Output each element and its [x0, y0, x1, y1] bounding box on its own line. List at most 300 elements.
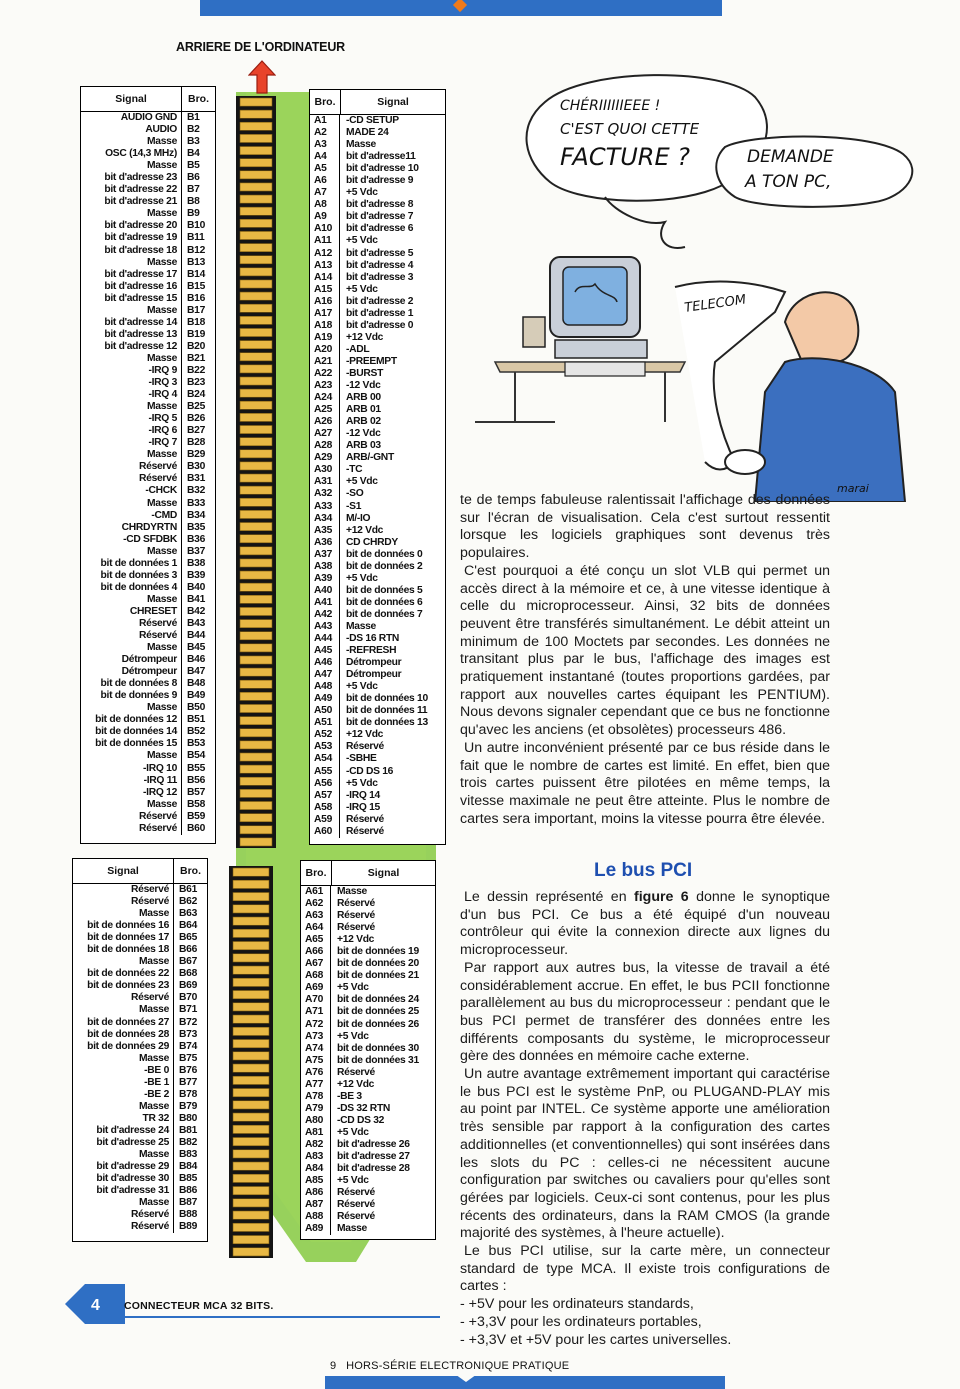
pin-row	[310, 525, 445, 537]
pin-row	[81, 365, 215, 377]
signal-cell: Réservé	[139, 461, 177, 473]
signal-cell: Réservé	[139, 630, 177, 642]
pin-cell: B60	[181, 823, 215, 835]
pin-cell: B14	[181, 269, 215, 281]
pin-cell: A26	[310, 416, 340, 428]
list-item: - +3,3V et +5V pour les cartes universelles.	[460, 1331, 732, 1348]
signal-cell: bit de données 31	[337, 1054, 419, 1066]
connector-contact	[233, 1125, 269, 1133]
connector-contact	[240, 401, 272, 409]
connector-contact	[233, 1199, 269, 1207]
pin-row	[81, 485, 215, 497]
pin-cell: B20	[181, 341, 215, 353]
pin-cell: B38	[181, 558, 215, 570]
signal-cell: Réservé	[337, 1211, 375, 1223]
signal-cell: -IRQ 5	[148, 413, 177, 425]
pin-cell: B17	[181, 305, 215, 317]
pin-row	[73, 1209, 207, 1221]
connector-contact	[240, 777, 272, 785]
connector-contact	[240, 389, 272, 397]
pin-row	[81, 473, 215, 485]
signal-cell: Masse	[147, 256, 177, 268]
connector-contact	[233, 1015, 269, 1023]
pin-row	[301, 1187, 435, 1199]
pin-row	[301, 970, 435, 982]
connector-contact	[240, 644, 272, 652]
pin-cell: B70	[173, 992, 207, 1004]
pin-cell: A7	[310, 187, 340, 199]
signal-cell: bit d'adresse 3	[346, 271, 414, 283]
caption-rule	[80, 1316, 440, 1318]
pin-row	[310, 187, 445, 199]
table-a-lower	[300, 860, 436, 1240]
pin-cell: A82	[301, 1139, 331, 1151]
signal-cell: Masse	[147, 160, 177, 172]
pin-cell: A73	[301, 1031, 331, 1043]
pin-cell: B26	[181, 413, 215, 425]
article-paragraph: te de temps fabuleuse ralentissait l'affichage des données sur l'écran de visualisation. Cela c'est surtout ressentit lorsque les logiciels graphiques sont devenus très populaires.	[460, 492, 830, 562]
page-number-badge	[65, 1284, 125, 1324]
pin-row	[81, 775, 215, 787]
pin-cell: A50	[310, 705, 340, 717]
signal-cell: bit d'adresse 1	[346, 307, 414, 319]
signal-cell: -12 Vdc	[346, 380, 381, 392]
pin-row	[73, 1173, 207, 1185]
pin-row	[310, 175, 445, 187]
section-paragraph: Par rapport aux autres bus, la vitesse de travail a été considérablement accrue. En effet, le bus PCII fonctionne parallèlement au bus du microprocesseur : pendant que le bus PCI permet de transférer des données entre les différents composants du système, le microprocesseur gère des données en mémoire cache externe.	[460, 959, 830, 1065]
signal-cell: Masse	[147, 401, 177, 413]
signal-cell: Réservé	[131, 992, 169, 1004]
pin-cell: B5	[181, 160, 215, 172]
pin-cell: A54	[310, 753, 340, 765]
bubble2-line1: DEMANDE	[747, 147, 834, 167]
pin-cell: B27	[181, 425, 215, 437]
pin-row	[81, 401, 215, 413]
pin-row	[310, 814, 445, 826]
signal-cell: -PREEMPT	[346, 355, 397, 367]
signal-cell: +5 Vdc	[346, 283, 378, 295]
pin-row	[81, 558, 215, 570]
signal-cell: CHRDYRTN	[121, 521, 177, 533]
pin-row	[81, 184, 215, 196]
pin-cell: A77	[301, 1079, 331, 1091]
pin-row	[81, 738, 215, 750]
signal-cell: bit d'adresse 20	[104, 220, 177, 232]
pin-row	[310, 404, 445, 416]
pin-row	[310, 139, 445, 151]
signal-cell: -IRQ 10	[143, 762, 177, 774]
pin-row	[301, 886, 435, 898]
connector-contact	[240, 571, 272, 579]
signal-cell: Réservé	[346, 813, 384, 825]
pin-row	[310, 802, 445, 814]
pin-cell: B68	[173, 968, 207, 980]
pin-row	[81, 136, 215, 148]
pin-cell: A5	[310, 163, 340, 175]
signal-cell: +5 Vdc	[346, 187, 378, 199]
pin-row	[81, 582, 215, 594]
signal-cell: Masse	[139, 1197, 169, 1209]
bubble1-line1: CHÉRIIIIIIEEE !	[560, 98, 661, 114]
signal-cell: -BE 2	[144, 1088, 169, 1100]
pin-row	[73, 1221, 207, 1233]
pin-cell: A16	[310, 296, 340, 308]
pin-row	[81, 714, 215, 726]
pin-row	[81, 172, 215, 184]
pin-cell: B41	[181, 594, 215, 606]
pin-cell: A76	[301, 1067, 331, 1079]
connector-contact	[240, 450, 272, 458]
pin-row	[73, 1185, 207, 1197]
connector-contact	[240, 474, 272, 482]
pin-cell: A69	[301, 982, 331, 994]
pin-cell: A20	[310, 344, 340, 356]
pin-cell: B21	[181, 353, 215, 365]
list-item: - +3,3V pour les ordinateurs portables,	[460, 1313, 702, 1330]
pin-row	[73, 980, 207, 992]
pin-cell: A4	[310, 151, 340, 163]
signal-cell: Masse	[139, 956, 169, 968]
pin-row	[73, 944, 207, 956]
connector-contact	[240, 814, 272, 822]
pin-cell: B30	[181, 461, 215, 473]
pin-cell: B18	[181, 317, 215, 329]
signal-cell: bit de données 13	[346, 717, 428, 729]
pin-cell: B25	[181, 401, 215, 413]
signal-cell: bit d'adresse 22	[104, 184, 177, 196]
signal-cell: bit de données 7	[346, 608, 423, 620]
connector-contact	[240, 413, 272, 421]
connector-contact	[240, 838, 272, 846]
pin-cell: B74	[173, 1041, 207, 1053]
pin-row	[301, 1175, 435, 1187]
pin-row	[301, 946, 435, 958]
pin-cell: B52	[181, 726, 215, 738]
pin-row	[310, 790, 445, 802]
pin-cell: A51	[310, 717, 340, 729]
signal-cell: Masse	[147, 449, 177, 461]
connector-contact	[233, 917, 269, 925]
pin-cell: B24	[181, 389, 215, 401]
pin-row	[310, 488, 445, 500]
signal-cell: bit de données 6	[346, 596, 423, 608]
signal-cell: bit d'adresse 4	[346, 259, 414, 271]
signal-cell: bit de données 9	[100, 690, 177, 702]
signal-cell: +5 Vdc	[337, 1030, 369, 1042]
signal-cell: bit d'adresse 17	[104, 268, 177, 280]
pin-row	[81, 510, 215, 522]
connector-contact	[240, 304, 272, 312]
connector-contact	[240, 680, 272, 688]
pin-row	[310, 356, 445, 368]
pin-cell: A58	[310, 802, 340, 814]
signal-cell: CD CHRDY	[346, 536, 398, 548]
pin-cell: B65	[173, 932, 207, 944]
page-number: 4	[91, 1297, 100, 1314]
connector-contact	[233, 893, 269, 901]
signal-cell: -IRQ 3	[148, 377, 177, 389]
pin-cell: B22	[181, 365, 215, 377]
pin-row	[81, 690, 215, 702]
pin-cell: A33	[310, 501, 340, 513]
pin-row	[310, 248, 445, 260]
pin-cell: B58	[181, 799, 215, 811]
signal-cell: Masse	[139, 1052, 169, 1064]
pin-cell: A88	[301, 1211, 331, 1223]
pin-row	[81, 594, 215, 606]
signal-cell: Réservé	[346, 741, 384, 753]
pin-row	[310, 320, 445, 332]
table-a-upper	[309, 89, 446, 845]
pin-row	[310, 115, 445, 127]
col-header-signal: Signal	[367, 867, 400, 879]
connector-contact	[233, 1052, 269, 1060]
pin-cell: A45	[310, 645, 340, 657]
pin-cell: B50	[181, 702, 215, 714]
section-paragraph	[460, 889, 830, 960]
pin-row	[310, 561, 445, 573]
pin-row	[81, 281, 215, 293]
connector-contact	[233, 1162, 269, 1170]
pin-cell: B80	[173, 1113, 207, 1125]
pin-cell: B49	[181, 690, 215, 702]
connector-contact	[240, 704, 272, 712]
pin-row	[81, 257, 215, 269]
signal-cell: -ADL	[346, 343, 370, 355]
pin-row	[73, 1053, 207, 1065]
pin-cell: B37	[181, 546, 215, 558]
pin-row	[310, 753, 445, 765]
connector-contact	[240, 207, 272, 215]
pin-cell: A24	[310, 392, 340, 404]
pin-row	[73, 920, 207, 932]
connector-contact	[240, 559, 272, 567]
signal-cell: bit de données 22	[87, 968, 169, 980]
pin-cell: B1	[181, 112, 215, 124]
pin-row	[73, 1004, 207, 1016]
signal-cell: bit de données 19	[337, 946, 419, 958]
pin-cell: B10	[181, 220, 215, 232]
connector-contact	[240, 510, 272, 518]
pin-cell: A40	[310, 585, 340, 597]
signal-cell: Masse	[147, 136, 177, 148]
col-header-pin: Bro.	[181, 87, 215, 111]
article-paragraph: C'est pourquoi a été conçu un slot VLB qui permet un accès direct à la mémoire et ce, à une vitesse identique à celle du microprocesseur. Ainsi, 32 bits de données peuvent être transférés simultanément. Le débit atteint un minimum de 100 Moctets par secondes. Les données ne transitant plus par le bus, l'affichage des images est pratiquement instantané (toutes proportions gardées, par rapport aux nouvelles cartes équipant les PENTIUM). Nous devons signaler cependant que ce bus ne fonctionne qu'avec les anciens (et obsolètes) processeurs 486.	[460, 562, 830, 739]
signal-cell: bit de données 11	[346, 705, 428, 717]
pin-cell: B53	[181, 738, 215, 750]
pin-row	[310, 717, 445, 729]
signal-cell: Masse	[147, 750, 177, 762]
pin-row	[310, 416, 445, 428]
signal-cell: -IRQ 12	[143, 786, 177, 798]
pin-row	[301, 958, 435, 970]
signal-cell: MADE 24	[346, 127, 389, 139]
pin-row	[310, 657, 445, 669]
signal-cell: bit de données 8	[100, 678, 177, 690]
connector-strip-lower	[229, 866, 273, 1258]
pin-cell: B67	[173, 956, 207, 968]
signal-cell: bit de données 30	[337, 1042, 419, 1054]
pin-cell: B2	[181, 124, 215, 136]
signal-cell: Masse	[337, 1223, 367, 1235]
pin-row	[310, 741, 445, 753]
pin-cell: A39	[310, 573, 340, 585]
pin-row	[310, 633, 445, 645]
pin-row	[81, 799, 215, 811]
pin-cell: A70	[301, 994, 331, 1006]
pin-cell: A78	[301, 1091, 331, 1103]
pin-row	[301, 1006, 435, 1018]
cartoon-illustration	[455, 62, 925, 502]
pin-cell: B66	[173, 944, 207, 956]
connector-contact	[240, 668, 272, 676]
pin-cell: A63	[301, 910, 331, 922]
pin-cell: B44	[181, 630, 215, 642]
connector-contact	[240, 607, 272, 615]
pin-row	[301, 1115, 435, 1127]
signal-cell: -TC	[346, 464, 363, 476]
signal-cell: bit de données 18	[87, 944, 169, 956]
signal-cell: AUDIO	[145, 124, 177, 136]
pin-cell: A64	[301, 922, 331, 934]
signal-cell: bit d'adresse 18	[104, 244, 177, 256]
pin-row	[81, 317, 215, 329]
pin-row	[81, 522, 215, 534]
bubble2-line2: A TON PC,	[745, 172, 832, 192]
signal-cell: bit d'adresse 27	[337, 1151, 410, 1163]
signal-cell: AUDIO GND	[120, 112, 177, 123]
connector-contact	[233, 1089, 269, 1097]
connector-contact	[240, 122, 272, 130]
pin-row	[310, 693, 445, 705]
connector-contact	[240, 219, 272, 227]
pin-row	[81, 823, 215, 835]
pin-row	[301, 898, 435, 910]
pin-row	[81, 449, 215, 461]
pin-cell: A47	[310, 669, 340, 681]
pin-row	[310, 501, 445, 513]
table-b-upper	[80, 86, 216, 844]
pin-row	[81, 124, 215, 136]
connector-contact	[240, 789, 272, 797]
connector-contact	[233, 1113, 269, 1121]
signal-cell: Masse	[147, 304, 177, 316]
pin-cell: B73	[173, 1029, 207, 1041]
signal-cell: bit de données 23	[87, 980, 169, 992]
pin-row	[301, 1031, 435, 1043]
col-header-signal: Signal	[377, 96, 409, 108]
signal-cell: +12 Vdc	[337, 934, 375, 946]
connector-contact	[240, 753, 272, 761]
connector-contact	[240, 147, 272, 155]
signal-cell: -REFRESH	[346, 645, 397, 657]
pin-cell: B28	[181, 437, 215, 449]
pin-row	[310, 452, 445, 464]
pin-cell: B81	[173, 1125, 207, 1137]
pin-cell: A25	[310, 404, 340, 416]
pin-row	[310, 766, 445, 778]
pin-row	[81, 811, 215, 823]
pin-row	[301, 1079, 435, 1091]
signal-cell: +5 Vdc	[346, 681, 378, 693]
pin-row	[310, 235, 445, 247]
pin-row	[81, 702, 215, 714]
connector-contact	[240, 438, 272, 446]
signal-cell: Masse	[147, 352, 177, 364]
signal-cell: -12 Vdc	[346, 428, 381, 440]
pin-row	[81, 353, 215, 365]
signal-cell: +12 Vdc	[337, 1078, 375, 1090]
pin-row	[81, 160, 215, 172]
pin-row	[310, 826, 445, 838]
pin-cell: A86	[301, 1187, 331, 1199]
pin-cell: A49	[310, 693, 340, 705]
signal-cell: +12 Vdc	[346, 729, 384, 741]
col-header-pin: Bro.	[301, 861, 332, 885]
signal-cell: Masse	[147, 593, 177, 605]
pin-row	[81, 425, 215, 437]
footer-text	[330, 1360, 569, 1372]
signal-cell: +5 Vdc	[346, 572, 378, 584]
pin-row	[310, 549, 445, 561]
signal-cell: bit d'adresse 6	[346, 223, 414, 235]
pin-cell: A30	[310, 464, 340, 476]
connector-contact	[233, 868, 269, 876]
connector-contact	[240, 134, 272, 142]
pin-cell: A60	[310, 826, 340, 838]
signal-cell: Détrompeur	[346, 669, 402, 681]
connector-contact	[233, 1027, 269, 1035]
connector-contact	[233, 1138, 269, 1146]
pin-row	[81, 642, 215, 654]
pin-row	[310, 272, 445, 284]
signal-cell: Réservé	[346, 825, 384, 837]
signal-cell: -BURST	[346, 367, 384, 379]
connector-contact	[240, 523, 272, 531]
pin-cell: B6	[181, 172, 215, 184]
signal-cell: Réservé	[139, 822, 177, 834]
pin-row	[73, 1125, 207, 1137]
connector-contact	[240, 316, 272, 324]
bottom-notch	[452, 1372, 480, 1382]
pin-cell: A66	[301, 946, 331, 958]
pin-row	[310, 669, 445, 681]
pin-row	[310, 597, 445, 609]
pin-cell: A31	[310, 476, 340, 488]
pin-row	[310, 308, 445, 320]
signal-cell: bit de données 3	[100, 569, 177, 581]
pin-row	[73, 992, 207, 1004]
pin-cell: B63	[173, 908, 207, 920]
signal-cell: bit d'adresse 31	[96, 1185, 169, 1197]
pin-row	[310, 284, 445, 296]
signal-cell: bit d'adresse 26	[337, 1138, 410, 1150]
pin-row	[81, 787, 215, 799]
signal-cell: bit d'adresse 14	[104, 316, 177, 328]
pin-row	[310, 513, 445, 525]
pin-cell: A75	[301, 1055, 331, 1067]
signal-cell: Réservé	[337, 910, 375, 922]
pin-cell: B9	[181, 208, 215, 220]
figure-ref: figure 6	[633, 889, 689, 905]
signal-cell: -CD SETUP	[346, 115, 399, 126]
col-header-signal: Signal	[107, 865, 139, 877]
connector-contact	[233, 1064, 269, 1072]
pin-row	[81, 341, 215, 353]
pin-row	[73, 1137, 207, 1149]
signal-cell: +5 Vdc	[346, 777, 378, 789]
pin-row	[301, 994, 435, 1006]
